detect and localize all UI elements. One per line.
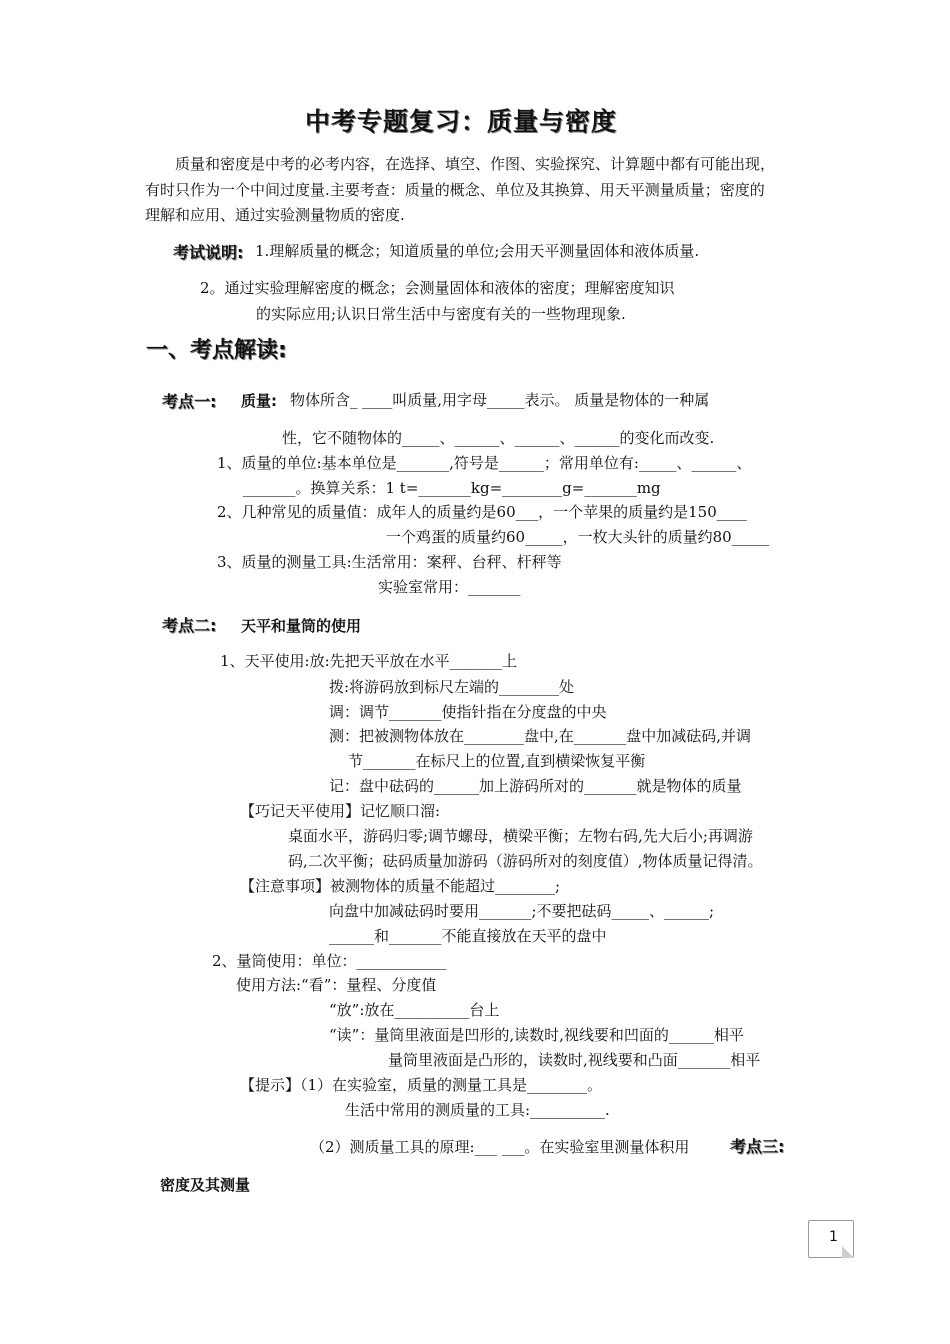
exam-line-1: 1.理解质量的概念；知道质量的单位;会用天平测量固体和液体质量. bbox=[255, 242, 700, 260]
kd2-line-12: ______和_______不能直接放在天平的盘中 bbox=[329, 927, 607, 945]
kd2-line-15: “放”:放在__________台上 bbox=[329, 1001, 500, 1019]
exam-line-2: 2。通过实验理解密度的概念；会测量固体和液体的密度；理解密度知识 bbox=[200, 279, 675, 297]
exam-line-3: 的实际应用;认识日常生活中与密度有关的一些物理现象. bbox=[256, 305, 626, 323]
exam-label: 考试说明: bbox=[173, 243, 244, 262]
kd2-line-13: 2、量筒使用：单位：____________ bbox=[212, 952, 447, 970]
kd2-line-11: 向盘中加减砝码时要用_______;不要把砝码_____、______; bbox=[329, 902, 715, 920]
kd2-line-1: 1、天平使用:放:先把天平放在水平_______上 bbox=[220, 652, 518, 670]
kd2-line-16: “读”：量筒里液面是凹形的,读数时,视线要和凹面的______相平 bbox=[329, 1026, 744, 1044]
kd2-line-20: （2）测质量工具的原理:___ ___。在实验室里测量体积用 bbox=[310, 1138, 690, 1156]
intro-line-2: 有时只作为一个中间过度量.主要考查：质量的概念、单位及其换算、用天平测量质量；密度的 bbox=[145, 181, 765, 199]
kd2-line-5: 节_______在标尺上的位置,直到横梁恢复平衡 bbox=[348, 752, 646, 770]
kd3-label: 考点三: bbox=[730, 1137, 785, 1156]
page-number-box bbox=[808, 1220, 854, 1258]
kd1-line-4: _______。换算关系：1 t=_______kg=________g=_______mg bbox=[243, 479, 661, 497]
kd2-head: 天平和量筒的使用 bbox=[241, 617, 362, 635]
kd1-line-2: 性，它不随物体的_____、______、______、______的变化而改变. bbox=[282, 429, 715, 447]
intro-line-3: 理解和应用、通过实验测量物质的密度. bbox=[145, 206, 405, 224]
kd2-line-10: 【注意事项】被测物体的质量不能超过________; bbox=[240, 877, 561, 895]
intro-line-1: 质量和密度是中考的必考内容，在选择、填空、作图、实验探究、计算题中都有可能出现， bbox=[175, 155, 776, 173]
page-curl-icon bbox=[842, 1246, 854, 1258]
kd2-line-17: 量筒里液面是凸形的，读数时,视线要和凸面_______相平 bbox=[388, 1051, 761, 1069]
kd2-line-7: 【巧记天平使用】记忆顺口溜: bbox=[240, 802, 441, 820]
kd1-line-5: 2、几种常见的质量值：成年人的质量约是60___，一个苹果的质量约是150____ bbox=[217, 503, 747, 521]
kd1-label: 考点一: bbox=[162, 392, 217, 411]
kd2-line-19: 生活中常用的测质量的工具:__________. bbox=[345, 1101, 610, 1119]
page-title: 中考专题复习：质量与密度 bbox=[305, 107, 618, 136]
kd2-line-3: 调：调节_______使指针指在分度盘的中央 bbox=[329, 703, 607, 721]
kd2-line-14: 使用方法:“看”：量程、分度值 bbox=[236, 976, 437, 994]
kd2-line-2: 拨:将游码放到标尺左端的________处 bbox=[329, 678, 575, 696]
section-heading-1: 一、考点解读: bbox=[146, 338, 287, 363]
kd1-line-7: 3、质量的测量工具:生活常用：案秤、台秤、杆秤等 bbox=[217, 553, 562, 571]
kd2-line-4: 测：把被测物体放在________盘中,在_______盘中加减砝码,并调 bbox=[329, 727, 752, 745]
kd2-line-6: 记：盘中砝码的______加上游码所对的_______就是物体的质量 bbox=[329, 777, 742, 795]
page-number: 1 bbox=[829, 1229, 838, 1245]
kd2-line-18: 【提示】（1）在实验室，质量的测量工具是________。 bbox=[240, 1076, 603, 1094]
kd1-line-6: 一个鸡蛋的质量约60_____，一枚大头针的质量约80_____ bbox=[386, 528, 770, 546]
kd3-head: 密度及其测量 bbox=[160, 1176, 251, 1194]
kd2-line-9: 码,二次平衡；砝码质量加游码（游码所对的刻度值）,物体质量记得清。 bbox=[288, 852, 763, 870]
kd2-line-8: 桌面水平，游码归零;调节螺母，横梁平衡；左物右码,先大后小;再调游 bbox=[288, 827, 753, 845]
kd1-head: 质量: bbox=[241, 392, 277, 410]
kd2-label: 考点二: bbox=[162, 616, 217, 635]
kd1-line-3: 1、质量的单位:基本单位是_______,符号是______；常用单位有:_____、______、 bbox=[217, 454, 752, 472]
kd1-line-1: 物体所含_ ____叫质量,用字母_____表示。 质量是物体的一种属 bbox=[290, 391, 710, 409]
kd1-line-8: 实验室常用：_______ bbox=[378, 578, 521, 596]
